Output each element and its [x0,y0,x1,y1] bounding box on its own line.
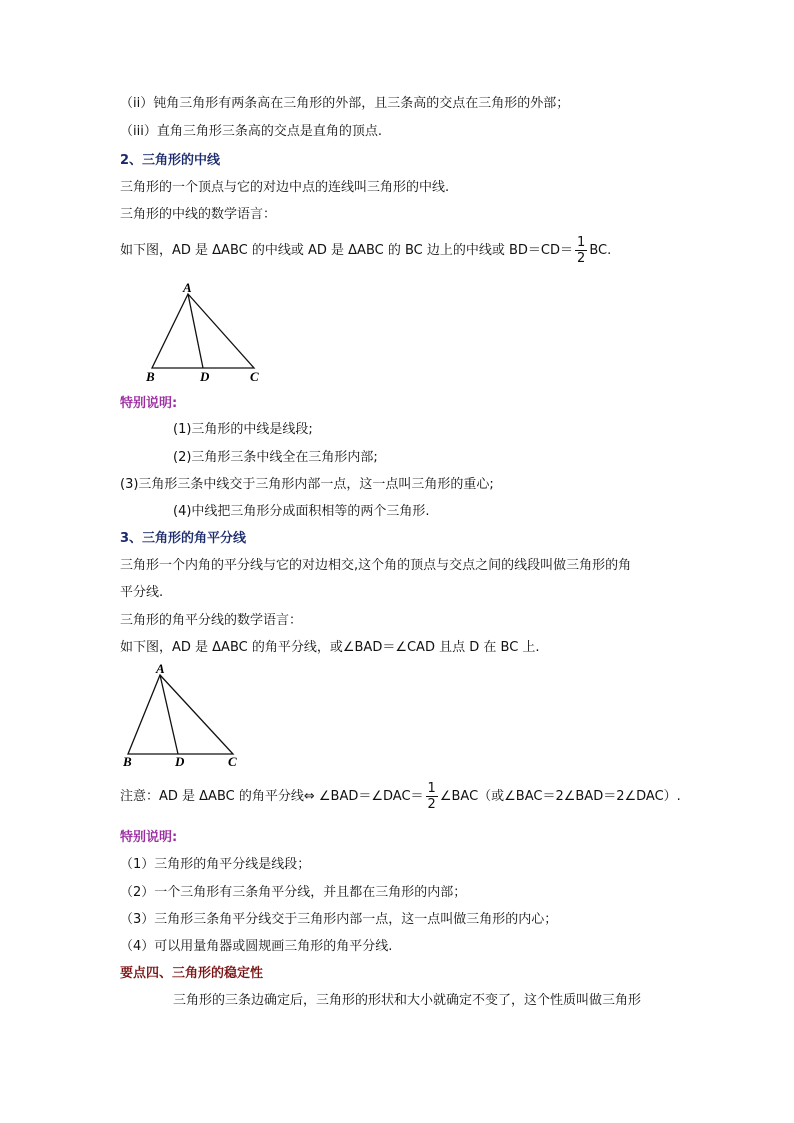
bisector-definition-line1: 三角形一个内角的平分线与它的对边相交,这个角的顶点与交点之间的线段叫做三角形的角 [120,558,632,573]
point-d-label: D [200,369,210,384]
triangle-abc [128,675,233,754]
median-example-suffix: BC. [589,243,612,258]
vertex-b-label: B [123,754,132,768]
one-half-fraction [575,235,587,266]
bisector-definition-line2: 平分线. [120,585,164,600]
bisector-special-item-1: （1）三角形的角平分线是线段； [120,857,311,872]
bisector-heading: 3、三角形的角平分线 [120,531,247,546]
vertex-a-label: A [183,282,192,295]
one-half-fraction [426,781,438,812]
median-ad-line [188,294,203,368]
vertex-c-label: C [228,754,237,768]
median-special-item-4: (4)中线把三角形分成面积相等的两个三角形. [173,504,430,519]
altitude-note-ii: （ii）钝角三角形有两条高在三角形的外部，且三条高的交点在三角形的外部； [120,96,570,111]
median-example [120,233,611,269]
fraction-numerator: 1 [577,235,586,250]
median-definition: 三角形的一个顶点与它的对边中点的连线叫三角形的中线. [120,180,450,195]
stability-text: 三角形的三条边确定后，三角形的形状和大小就确定不变了，这个性质叫做三角形 [173,993,642,1008]
median-special-title: 特别说明: [120,396,178,411]
median-triangle-figure [140,282,270,384]
fraction-denominator: 2 [427,797,436,812]
altitude-note-iii: （iii）直角三角形三条高的交点是直角的顶点. [120,124,382,139]
fraction-numerator: 1 [427,781,436,796]
bisector-math-language: 三角形的角平分线的数学语言： [120,613,303,628]
median-math-language: 三角形的中线的数学语言： [120,207,277,222]
bisector-note [120,779,681,815]
bisector-special-item-4: （4）可以用量角器或圆规画三角形的角平分线. [120,939,393,954]
median-example-prefix: 如下图，AD 是 ΔABC 的中线或 AD 是 ΔABC 的 BC 边上的中线或 BD＝CD＝ [120,243,574,258]
bisector-special-item-3: （3）三角形三条角平分线交于三角形内部一点，这一点叫做三角形的内心； [120,912,558,927]
point-d-label: D [175,754,185,768]
median-special-item-3: (3)三角形三条中线交于三角形内部一点，这一点叫三角形的重心; [120,477,494,492]
vertex-b-label: B [146,369,155,384]
vertex-a-label: A [156,662,165,676]
median-special-item-2: (2)三角形三条中线全在三角形内部; [173,450,378,465]
bisector-special-title: 特别说明: [120,830,178,845]
stability-heading: 要点四、三角形的稳定性 [120,966,264,981]
triangle-abc [152,294,254,368]
fraction-denominator: 2 [577,251,586,266]
bisector-example: 如下图，AD 是 ΔABC 的角平分线，或∠BAD＝∠CAD 且点 D 在 BC 上. [120,640,540,655]
median-special-item-1: (1)三角形的中线是线段; [173,422,313,437]
median-heading: 2、三角形的中线 [120,153,221,168]
bisector-note-suffix: ∠BAC（或∠BAC＝2∠BAD＝2∠DAC）. [439,789,681,804]
bisector-triangle-figure [118,662,248,768]
bisector-ad-line [160,675,178,754]
vertex-c-label: C [250,369,259,384]
bisector-note-prefix: 注意：AD 是 ΔABC 的角平分线⇔ ∠BAD＝∠DAC＝ [120,789,424,804]
bisector-special-item-2: （2）一个三角形有三条角平分线，并且都在三角形的内部； [120,885,467,900]
